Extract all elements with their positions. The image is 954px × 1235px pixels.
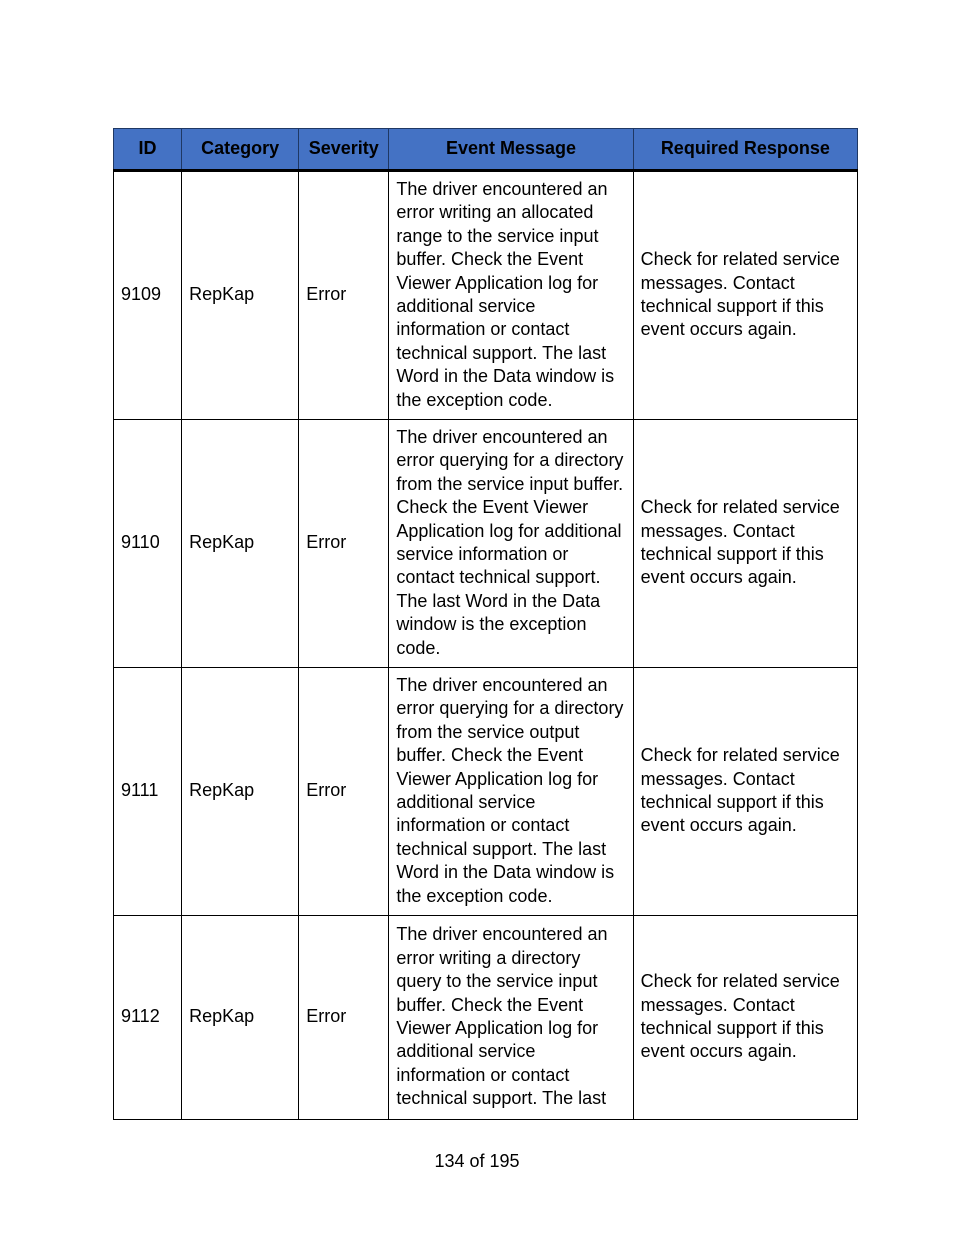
cell-event-message: The driver encountered an error querying for a directory from the service output buffer. Check the Event Viewer Application log for additional service information or contact technical support. The last Word in the Data window is the exception code. [389,668,633,916]
table-row [114,420,858,668]
page-number: 134 of 195 [434,1151,520,1171]
cell-id: 9112 [114,916,182,1120]
cell-category: RepKap [182,171,299,420]
table-row [114,171,858,420]
cell-category: RepKap [182,668,299,916]
cell-required-response: Check for related service messages. Contact technical support if this event occurs again. [633,171,857,420]
header-category: Category [182,129,299,171]
cell-severity: Error [299,420,389,668]
cell-event-message: The driver encountered an error writing an allocated range to the service input buffer. Check the Event Viewer Application log for additional service information or contact technical support. The last Word in the Data window is the exception code. [389,171,633,420]
cell-event-message: The driver encountered an error writing a directory query to the service input buffer. Check the Event Viewer Application log for additional service information or contact technical support. The last [389,916,633,1120]
cell-severity: Error [299,668,389,916]
cell-category: RepKap [182,420,299,668]
header-severity: Severity [299,129,389,171]
header-required-response: Required Response [633,129,857,171]
cell-severity: Error [299,916,389,1120]
cell-required-response: Check for related service messages. Contact technical support if this event occurs again. [633,916,857,1120]
cell-category: RepKap [182,916,299,1120]
cell-severity: Error [299,171,389,420]
header-id: ID [114,129,182,171]
cell-required-response: Check for related service messages. Contact technical support if this event occurs again. [633,668,857,916]
table-row [114,916,858,1120]
cell-id: 9109 [114,171,182,420]
event-table [113,128,858,1120]
cell-event-message: The driver encountered an error querying for a directory from the service input buffer. Check the Event Viewer Application log for additional service information or contact technical support. The last Word in the Data window is the exception code. [389,420,633,668]
cell-required-response: Check for related service messages. Contact technical support if this event occurs again. [633,420,857,668]
table-header-row [114,129,858,171]
cell-id: 9110 [114,420,182,668]
header-event-message: Event Message [389,129,633,171]
table-row [114,668,858,916]
cell-id: 9111 [114,668,182,916]
